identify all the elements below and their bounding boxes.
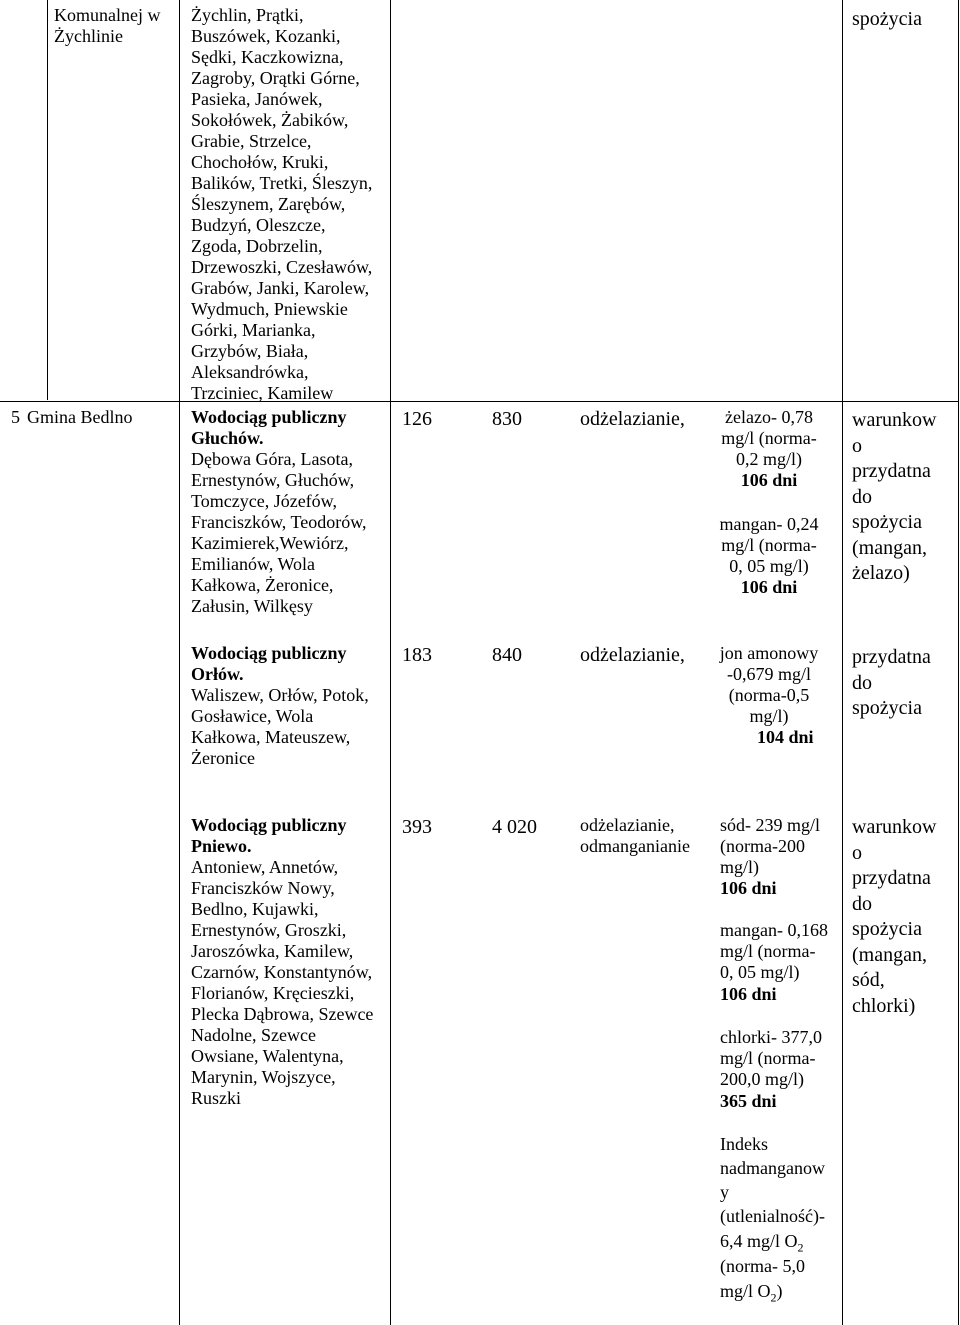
- row3-assessment: przydatna do spożycia: [852, 646, 931, 719]
- grid-line: [179, 0, 180, 1325]
- row3-treatment: odżelazianie,: [580, 644, 685, 666]
- row4-param-permanganate-line3: y: [720, 1182, 729, 1202]
- row2-gmina: Gmina Bedlno: [27, 407, 133, 427]
- grid-line: [958, 0, 959, 1325]
- row2-param-manganese: mangan- 0,24 mg/l (norma- 0, 05 mg/l): [719, 514, 819, 576]
- row2-volume: 830: [492, 408, 522, 430]
- row4-param-permanganate-line1: Indeks: [720, 1134, 768, 1154]
- grid-line: [47, 0, 48, 400]
- row2-lp: 5: [11, 407, 20, 427]
- row4-residents: 393: [402, 816, 432, 838]
- row2-param-iron-days: 106 dni: [740, 470, 798, 490]
- permanganate-norm-subscript: 2: [770, 1290, 777, 1305]
- row2-param-iron: żelazo- 0,78 mg/l (norma- 0,2 mg/l): [721, 407, 817, 469]
- row3-param-ammonium-days: 104 dni: [757, 727, 814, 747]
- row4-param-permanganate-norm: (norma- 5,0: [720, 1256, 805, 1276]
- row3-param-ammonium: jon amonowy -0,679 mg/l (norma-0,5 mg/l): [719, 643, 819, 726]
- row3-residents: 183: [402, 644, 432, 666]
- grid-line: [390, 0, 391, 1325]
- permanganate-subscript: 2: [797, 1240, 804, 1255]
- row4-param-sodium: sód- 239 mg/l (norma-200 mg/l): [720, 815, 821, 877]
- permanganate-norm-close: ): [776, 1281, 783, 1301]
- row4-assessment: warunkow o przydatna do spożycia (mangan, sód, chlorki): [852, 816, 937, 1017]
- grid-line: [0, 401, 959, 402]
- row4-param-permanganate-value: [720, 1231, 804, 1255]
- row4-param-manganese: mangan- 0,168 mg/l (norma- 0, 05 mg/l): [720, 920, 828, 982]
- row1-plant-name: Komunalnej w Żychlinie: [54, 5, 161, 46]
- row3-volume: 840: [492, 644, 522, 666]
- row1-assessment: spożycia: [852, 8, 922, 30]
- row2-villages: Dębowa Góra, Lasota, Ernestynów, Głuchów, Tomczyce, Józefów, Franciszków, Teodorów, Kazimierek,Wewiórz, Emilianów, Wola Kałkowa, Żeronice, Załusin, Wilkęsy: [191, 449, 367, 616]
- row2-waterworks-title: Wodociąg publiczny Głuchów.: [191, 407, 347, 448]
- row4-param-chlorides: chlorki- 377,0 mg/l (norma- 200,0 mg/l): [720, 1027, 822, 1089]
- row4-villages: Antoniew, Annetów, Franciszków Nowy, Bedlno, Kujawki, Ernestynów, Groszki, Jaroszówka, Kamilew, Czarnów, Konstantynów, Florianów, Kręcieszki, Plecka Dąbrowa, Szewce Nadolne, Szewce Owsiane, Walentyna, Marynin, Wojszyce, Ruszki: [191, 857, 374, 1108]
- row2-treatment: odżelazianie,: [580, 408, 685, 430]
- permanganate-norm-text: mg/l O: [720, 1281, 771, 1301]
- row4-param-chlorides-days: 365 dni: [720, 1091, 777, 1111]
- row4-param-permanganate-line2: nadmanganow: [720, 1158, 825, 1178]
- row4-treatment: odżelazianie, odmanganianie: [580, 815, 690, 856]
- grid-line: [842, 0, 843, 1325]
- row3-villages: Waliszew, Orłów, Potok, Gosławice, Wola Kałkowa, Mateuszew, Żeronice: [191, 685, 369, 768]
- row2-residents: 126: [402, 408, 432, 430]
- row4-param-sodium-days: 106 dni: [720, 878, 777, 898]
- row1-villages: Żychlin, Prątki, Buszówek, Kozanki, Sędki, Kaczkowizna, Zagroby, Orątki Górne, Pasieka, Janówek, Sokołówek, Żabików, Grabie, Strzelce, Chochołów, Kruki, Balików, Tretki, Śleszyn, Śleszynem, Zarębów, Budzyń, Oleszcze, Zgoda, Dobrzelin, Drzewoszki, Czesławów, Grabów, Janki, Karolew, Wydmuch, Pniewskie Górki, Marianka, Grzybów, Biała, Aleksandrówka, Trzciniec, Kamilew: [191, 5, 373, 403]
- permanganate-value-text: 6,4 mg/l O: [720, 1231, 798, 1251]
- row2-param-manganese-days: 106 dni: [740, 577, 798, 597]
- row4-param-permanganate-norm-unit: [720, 1281, 783, 1305]
- row4-param-permanganate-line4: (utlenialność)-: [720, 1206, 825, 1226]
- row2-assessment: warunkow o przydatna do spożycia (mangan, żelazo): [852, 409, 937, 584]
- row3-waterworks-title: Wodociąg publiczny Orłów.: [191, 643, 347, 684]
- row4-volume: 4 020: [492, 816, 537, 838]
- row4-param-manganese-days: 106 dni: [720, 984, 777, 1004]
- row4-waterworks-title: Wodociąg publiczny Pniewo.: [191, 815, 347, 856]
